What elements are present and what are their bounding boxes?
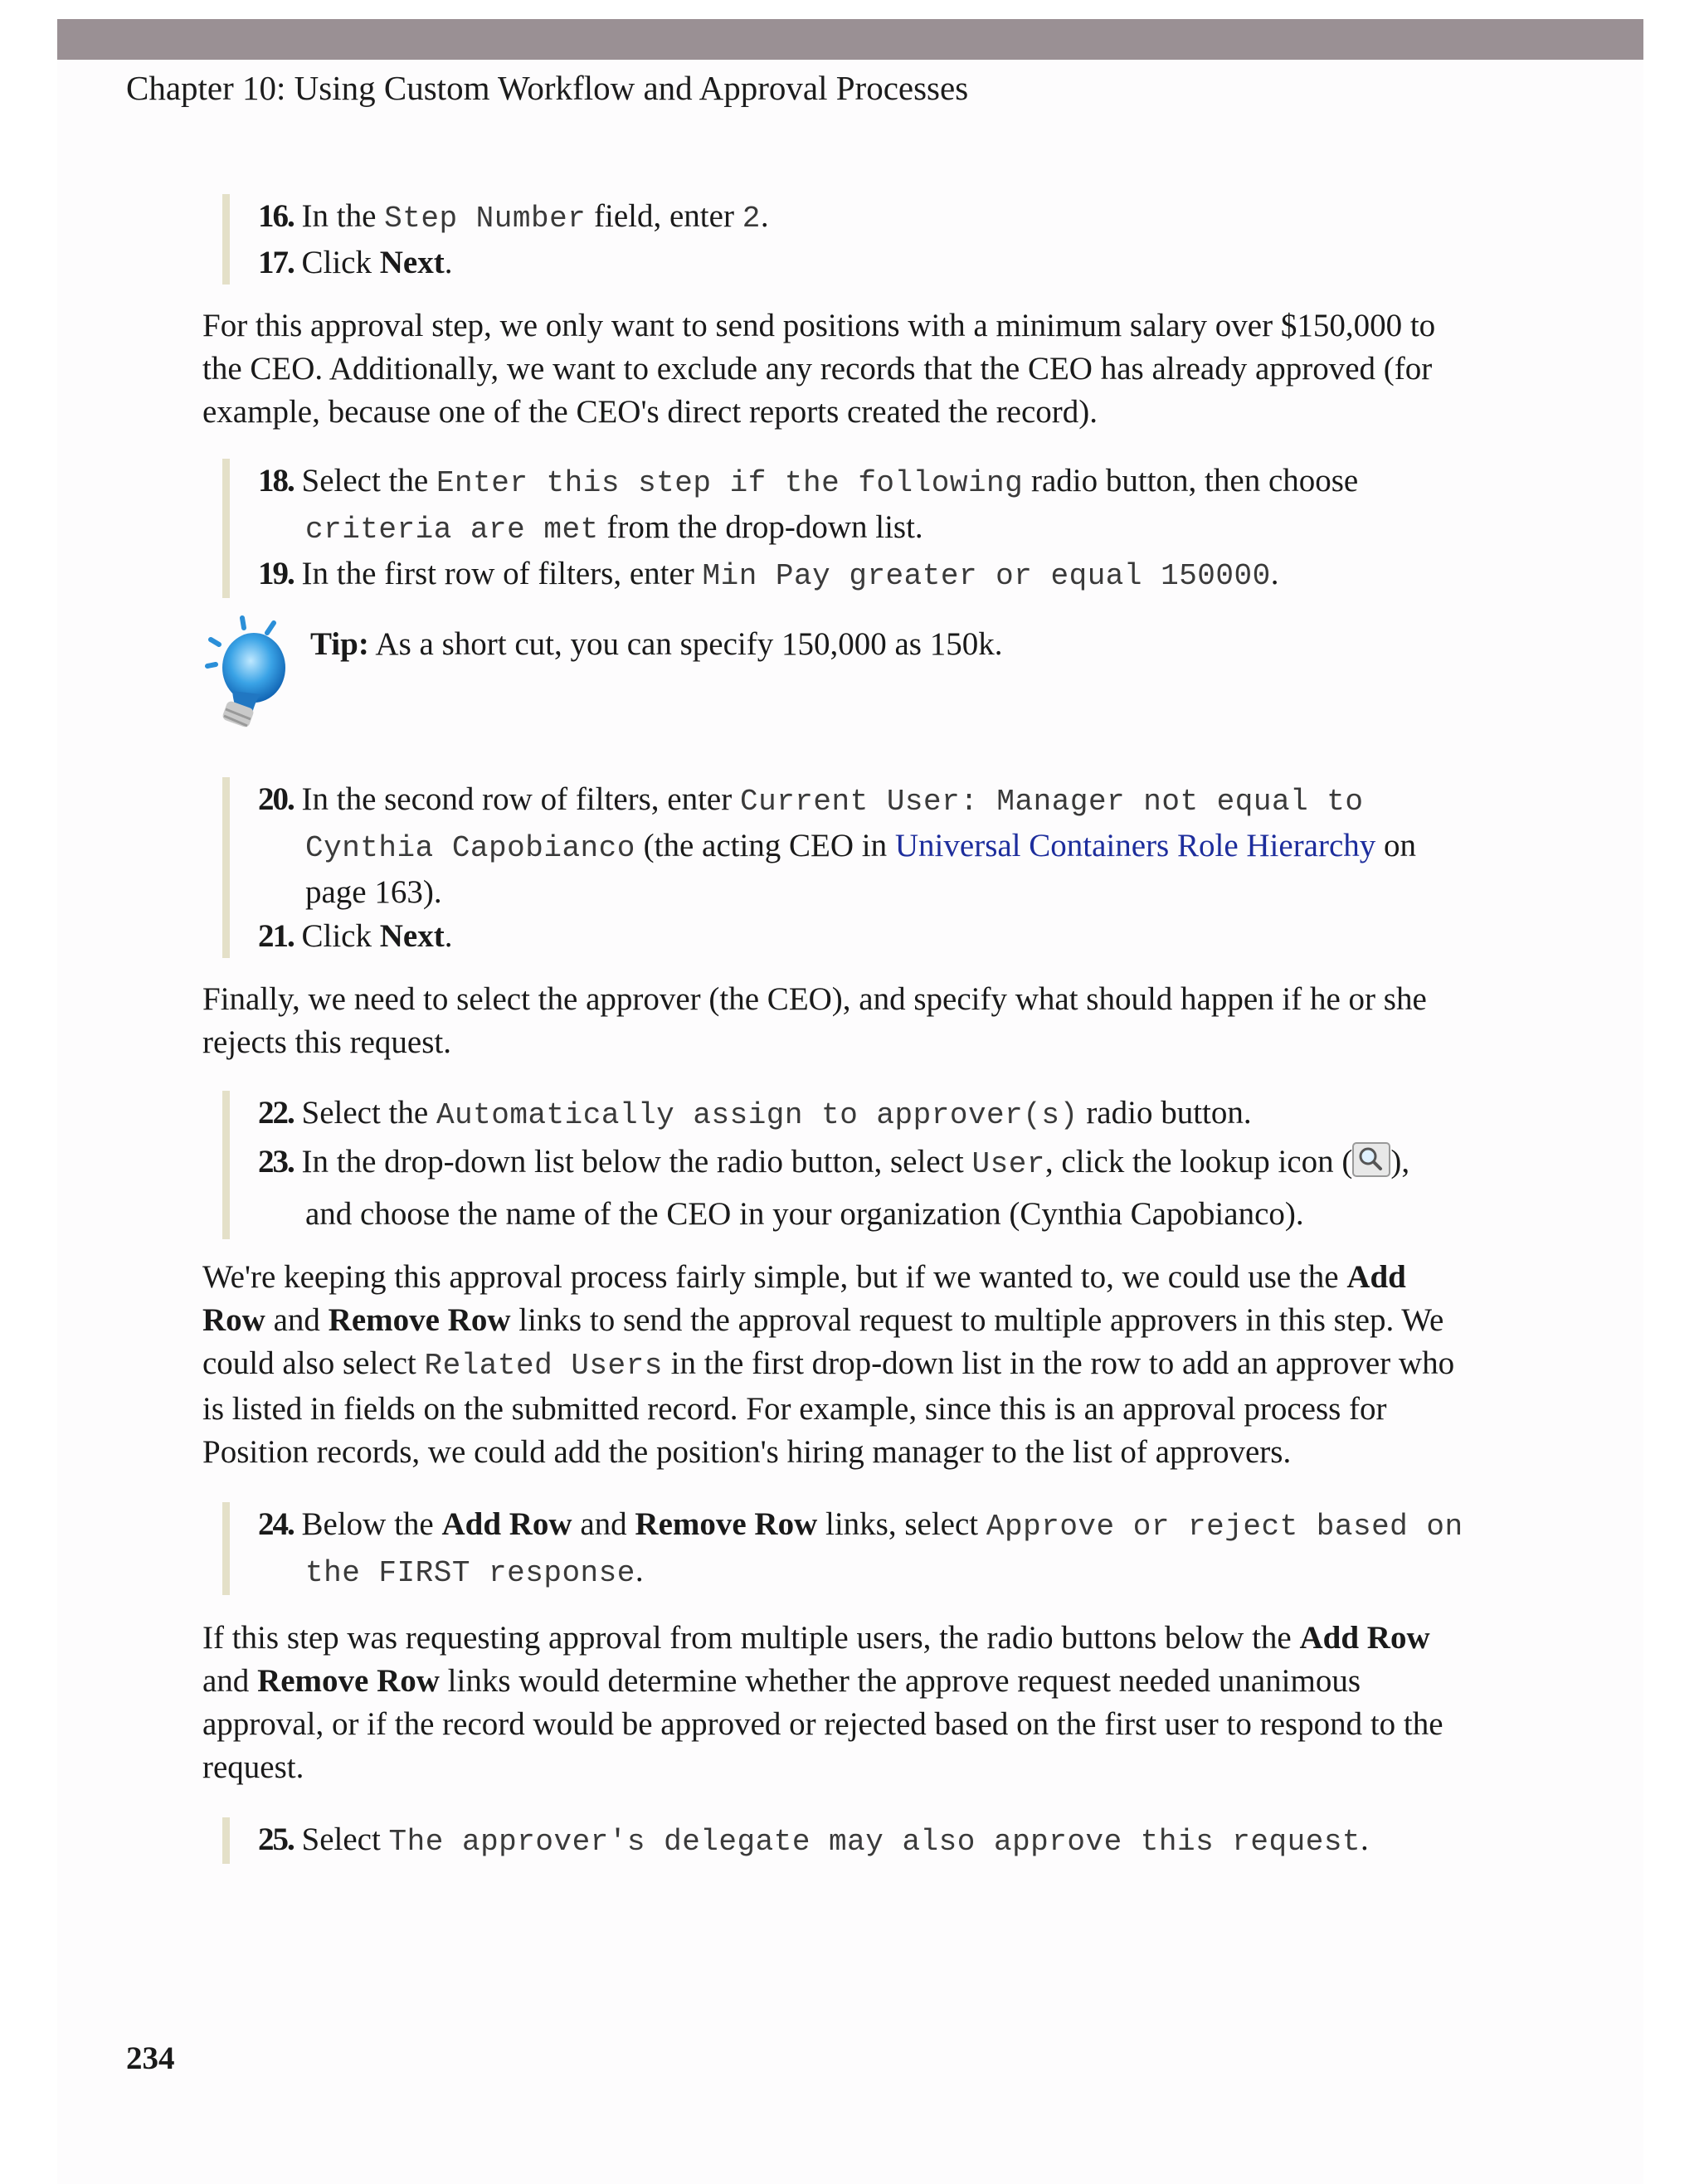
step-list <box>222 1502 1463 1595</box>
paragraph-text: in the first drop-down list in the row to add an approver who is listed in fields on the submitted record. For example, since this is an approval process for Position records, we could add the position's hiring manager to the list of approvers. <box>202 1345 1455 1470</box>
lightbulb-icon <box>202 611 302 736</box>
step-23 <box>258 1137 1463 1239</box>
step-text: radio button. <box>1078 1095 1252 1131</box>
step-text: Click <box>301 918 380 954</box>
step-text: and <box>572 1506 635 1542</box>
step-21 <box>258 914 1463 958</box>
step-text: . <box>760 198 769 234</box>
step-18 <box>258 459 1463 552</box>
bold-text: Remove Row <box>257 1663 440 1699</box>
step-list <box>222 194 1463 285</box>
paragraph-text: We're keeping this approval process fairly simple, but if we wanted to, we could use the <box>202 1259 1347 1295</box>
tip-text <box>310 623 1002 666</box>
step-list <box>222 1091 1463 1239</box>
step-25 <box>258 1817 1463 1864</box>
step-text: . <box>444 245 453 280</box>
step-text: , click the lookup icon ( <box>1044 1144 1353 1180</box>
paragraph-text: and <box>265 1302 329 1338</box>
code-text: Current User: Manager not equal to Cynthia Capobianco <box>305 785 1364 865</box>
main-content <box>202 194 1463 1864</box>
step-text: In the second row of filters, enter <box>301 781 740 817</box>
tip-body: As a short cut, you can specify 150,000 as 150k. <box>368 626 1003 662</box>
step-text: on page 163). <box>305 828 1417 910</box>
code-text: Automatically assign to approver(s) <box>436 1098 1078 1132</box>
step-number: 24. <box>258 1506 294 1542</box>
header-bar <box>57 19 1643 60</box>
step-text: . <box>635 1553 644 1588</box>
bold-text: Remove Row <box>635 1506 818 1542</box>
step-text: Below the <box>301 1506 442 1542</box>
step-number: 20. <box>258 781 294 817</box>
role-hierarchy-link[interactable]: Universal Containers Role Hierarchy <box>894 828 1376 863</box>
code-text: 2 <box>742 202 761 236</box>
step-text: radio button, then choose <box>1023 463 1359 499</box>
step-text: . <box>1270 556 1279 591</box>
code-text: criteria are met <box>305 513 599 547</box>
paragraph-text: and <box>202 1663 258 1699</box>
bold-text: Add Row <box>1299 1620 1430 1656</box>
step-number: 22. <box>258 1095 294 1131</box>
bold-text: Next <box>379 918 445 954</box>
code-text: The approver's delegate may also approve this request <box>388 1825 1361 1859</box>
step-number: 17. <box>258 245 294 280</box>
paragraph: Finally, we need to select the approver (the CEO), and specify what should happen if he or she rejects this request. <box>202 981 1427 1060</box>
step-number: 25. <box>258 1822 294 1857</box>
step-text: . <box>444 918 453 954</box>
step-text: Click <box>301 245 380 280</box>
page-number: 234 <box>126 2041 175 2076</box>
code-text: Related Users <box>424 1349 663 1383</box>
step-19 <box>258 552 1463 598</box>
bold-text: Next <box>379 245 445 280</box>
code-text: Approve or reject based on the FIRST response <box>305 1510 1463 1590</box>
step-text: (the acting CEO in <box>635 828 895 863</box>
paragraph <box>202 1256 1463 1474</box>
bold-text: Add Row <box>441 1506 572 1542</box>
step-number: 23. <box>258 1144 294 1180</box>
code-text: User <box>971 1147 1045 1181</box>
step-list <box>222 459 1463 598</box>
paragraph-text: links to send the approval request to multiple approvers in this step. We could also select <box>202 1302 1444 1381</box>
step-text: Select the <box>301 1095 436 1131</box>
step-list <box>222 777 1463 958</box>
step-22 <box>258 1091 1463 1137</box>
paragraph-text: links would determine whether the approve request needed unanimous approval, or if the record would be approved or rejected based on the first user to respond to the request. <box>202 1663 1443 1785</box>
bold-text: Remove Row <box>328 1302 511 1338</box>
step-number: 21. <box>258 918 294 954</box>
step-17 <box>258 241 1463 285</box>
lookup-icon <box>1352 1142 1390 1177</box>
code-text: Enter this step if the following <box>436 466 1024 500</box>
step-text: links, select <box>817 1506 986 1542</box>
step-text: Select the <box>301 463 436 499</box>
tip-label: Tip: <box>310 626 369 662</box>
step-text: Select <box>301 1822 389 1857</box>
step-text: In the drop-down list below the radio button, select <box>301 1144 972 1180</box>
step-number: 19. <box>258 556 294 591</box>
tip-box <box>202 618 1463 767</box>
step-text: In the <box>301 198 385 234</box>
chapter-title: Chapter 10: Using Custom Workflow and Approval Processes <box>126 69 969 107</box>
step-24 <box>258 1502 1463 1595</box>
bold-text: Add Row <box>202 1259 1406 1338</box>
step-list <box>222 1817 1463 1864</box>
step-text: field, enter <box>586 198 742 234</box>
step-16 <box>258 194 1463 241</box>
paragraph-text: If this step was requesting approval from multiple users, the radio buttons below the <box>202 1620 1300 1656</box>
step-number: 16. <box>258 198 294 234</box>
step-text: In the first row of filters, enter <box>301 556 703 591</box>
code-text: Min Pay greater or equal 150000 <box>702 559 1271 593</box>
code-text: Step Number <box>384 202 587 236</box>
step-text: . <box>1361 1822 1369 1857</box>
paragraph <box>202 1617 1463 1789</box>
step-text: ), and choose the name of the CEO in your organization (Cynthia Capobianco). <box>305 1144 1410 1232</box>
paragraph: For this approval step, we only want to send positions with a minimum salary over $150,000 to the CEO. Additionally, we want to exclude any records that the CEO has already approved (for example, because one of the CEO's direct reports created the record). <box>202 308 1436 430</box>
step-20 <box>258 777 1463 914</box>
step-text: from the drop-down list. <box>598 509 923 545</box>
step-number: 18. <box>258 463 294 499</box>
